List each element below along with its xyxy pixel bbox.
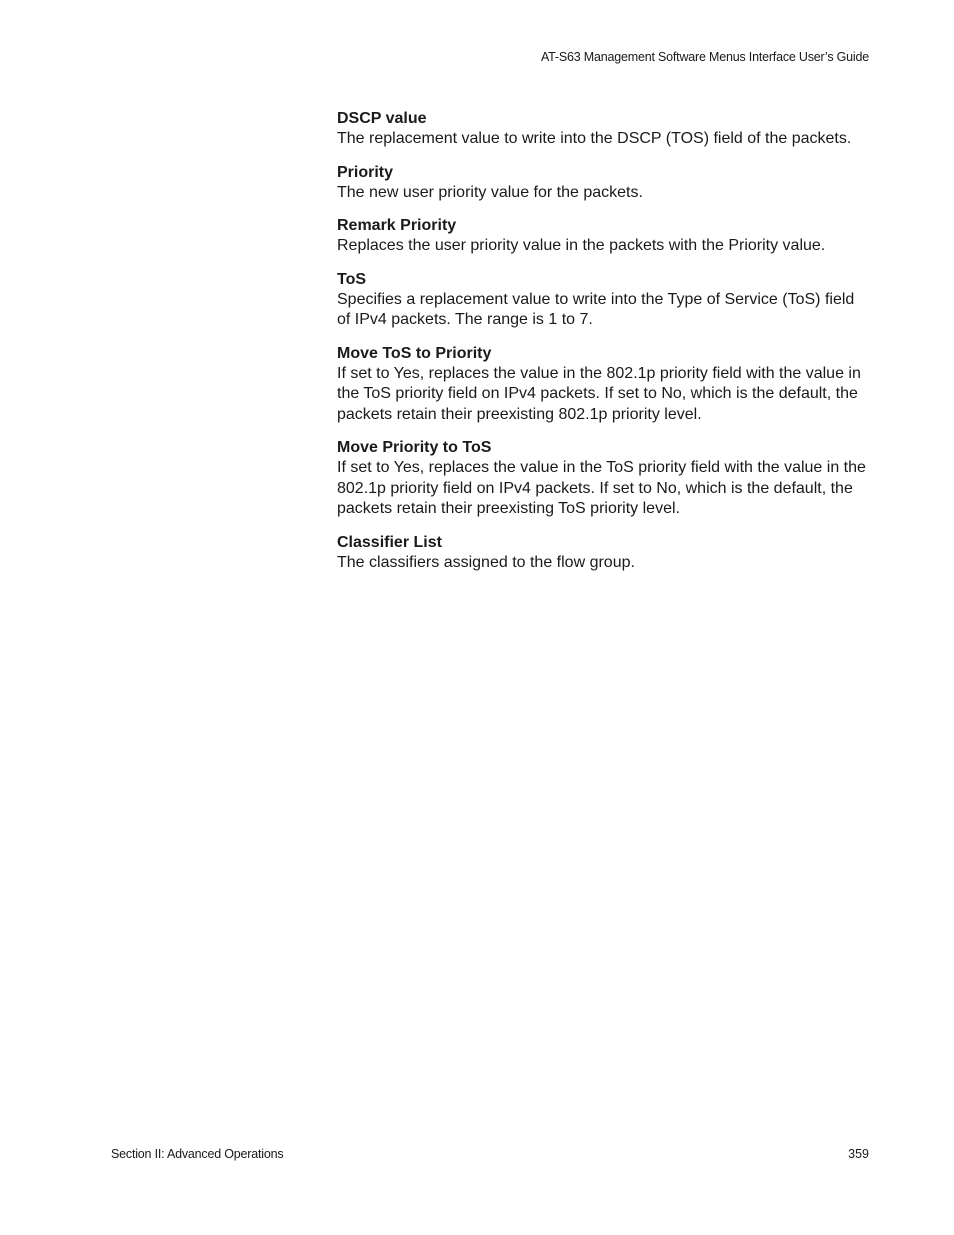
description-classifier-list: The classifiers assigned to the flow group. (337, 553, 635, 571)
entry-remark-priority (337, 216, 872, 257)
term-classifier-list: Classifier List (337, 533, 442, 551)
term-priority: Priority (337, 163, 394, 181)
entry-classifier-list (337, 533, 872, 574)
description-tos: Specifies a replacement value to write into the Type of Service (ToS) field of IPv4 packets. The range is 1 to 7. (337, 290, 855, 328)
description-dscp-value: The replacement value to write into the DSCP (TOS) field of the packets. (337, 130, 852, 147)
entry-priority (337, 163, 872, 204)
footer-section-title: Section II: Advanced Operations (111, 1147, 284, 1161)
entry-dscp-value (337, 109, 872, 150)
entry-move-priority-to-tos (337, 438, 872, 520)
term-remark-priority: Remark Priority (337, 217, 457, 234)
entry-move-tos-to-priority (337, 344, 872, 426)
footer-page-number: 359 (848, 1147, 869, 1161)
running-header: AT-S63 Management Software Menus Interface User’s Guide (540, 50, 869, 64)
term-move-tos-to-priority: Move ToS to Priority (337, 344, 492, 362)
term-tos: ToS (337, 270, 367, 288)
description-priority: The new user priority value for the packets. (337, 183, 643, 201)
term-move-priority-to-tos: Move Priority to ToS (337, 439, 492, 456)
description-remark-priority: Replaces the user priority value in the packets with the Priority value. (337, 237, 826, 254)
definition-list (337, 109, 872, 586)
entry-tos (337, 270, 872, 331)
description-move-tos-to-priority: If set to Yes, replaces the value in the 802.1p priority field with the value in the ToS priority field on IPv4 packets. If set to No, which is the default, the packets retain their preexisting 802.1p priority level. (337, 364, 861, 423)
description-move-priority-to-tos: If set to Yes, replaces the value in the ToS priority field with the value in the 802.1p priority field on IPv4 packets. If set to No, which is the default, the packets retain their preexisting ToS priority level. (337, 459, 866, 517)
term-dscp-value: DSCP value (337, 110, 427, 127)
